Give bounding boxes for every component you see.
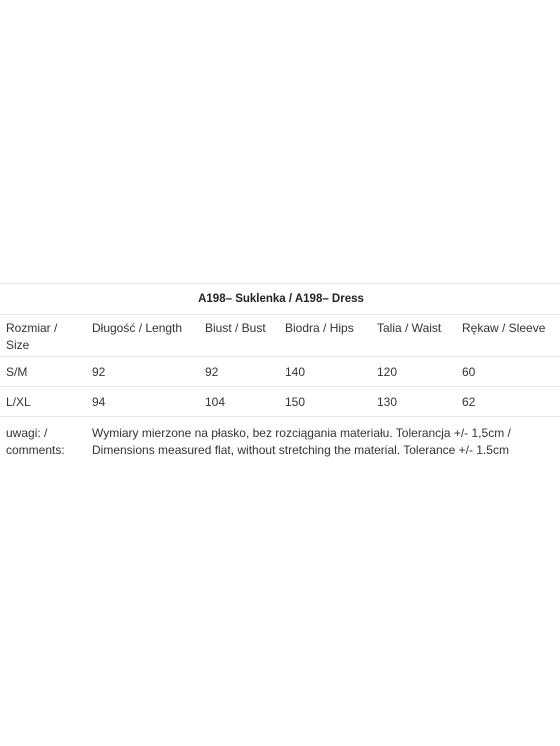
table-row bbox=[0, 357, 560, 387]
header-bust: Biust / Bust bbox=[199, 315, 279, 357]
header-waist: Talia / Waist bbox=[371, 315, 456, 357]
cell-bust: 92 bbox=[199, 357, 279, 387]
header-hips: Biodra / Hips bbox=[279, 315, 371, 357]
header-size: Rozmiar / Size bbox=[0, 315, 86, 357]
header-sleeve: Rękaw / Sleeve bbox=[456, 315, 560, 357]
cell-length: 94 bbox=[86, 387, 199, 417]
size-chart-table bbox=[0, 283, 560, 463]
cell-length: 92 bbox=[86, 357, 199, 387]
cell-size: L/XL bbox=[0, 387, 86, 417]
table-title: A198– Suklenka / A198– Dress bbox=[0, 284, 560, 315]
table-row bbox=[0, 387, 560, 417]
cell-sleeve: 60 bbox=[456, 357, 560, 387]
cell-hips: 150 bbox=[279, 387, 371, 417]
cell-waist: 130 bbox=[371, 387, 456, 417]
cell-hips: 140 bbox=[279, 357, 371, 387]
cell-size: S/M bbox=[0, 357, 86, 387]
cell-waist: 120 bbox=[371, 357, 456, 387]
cell-sleeve: 62 bbox=[456, 387, 560, 417]
table-header-row bbox=[0, 315, 560, 357]
notes-label: uwagi: / comments: bbox=[6, 426, 65, 457]
table-title-row bbox=[0, 284, 560, 315]
notes-text: Wymiary mierzone na płasko, bez rozciągania materiału. Tolerancja +/- 1,5cm / Dimensions measured flat, without stretching the material. Tolerance +/- 1.5cm bbox=[92, 426, 511, 457]
header-length: Długość / Length bbox=[86, 315, 199, 357]
cell-bust: 104 bbox=[199, 387, 279, 417]
notes-row bbox=[0, 417, 560, 463]
